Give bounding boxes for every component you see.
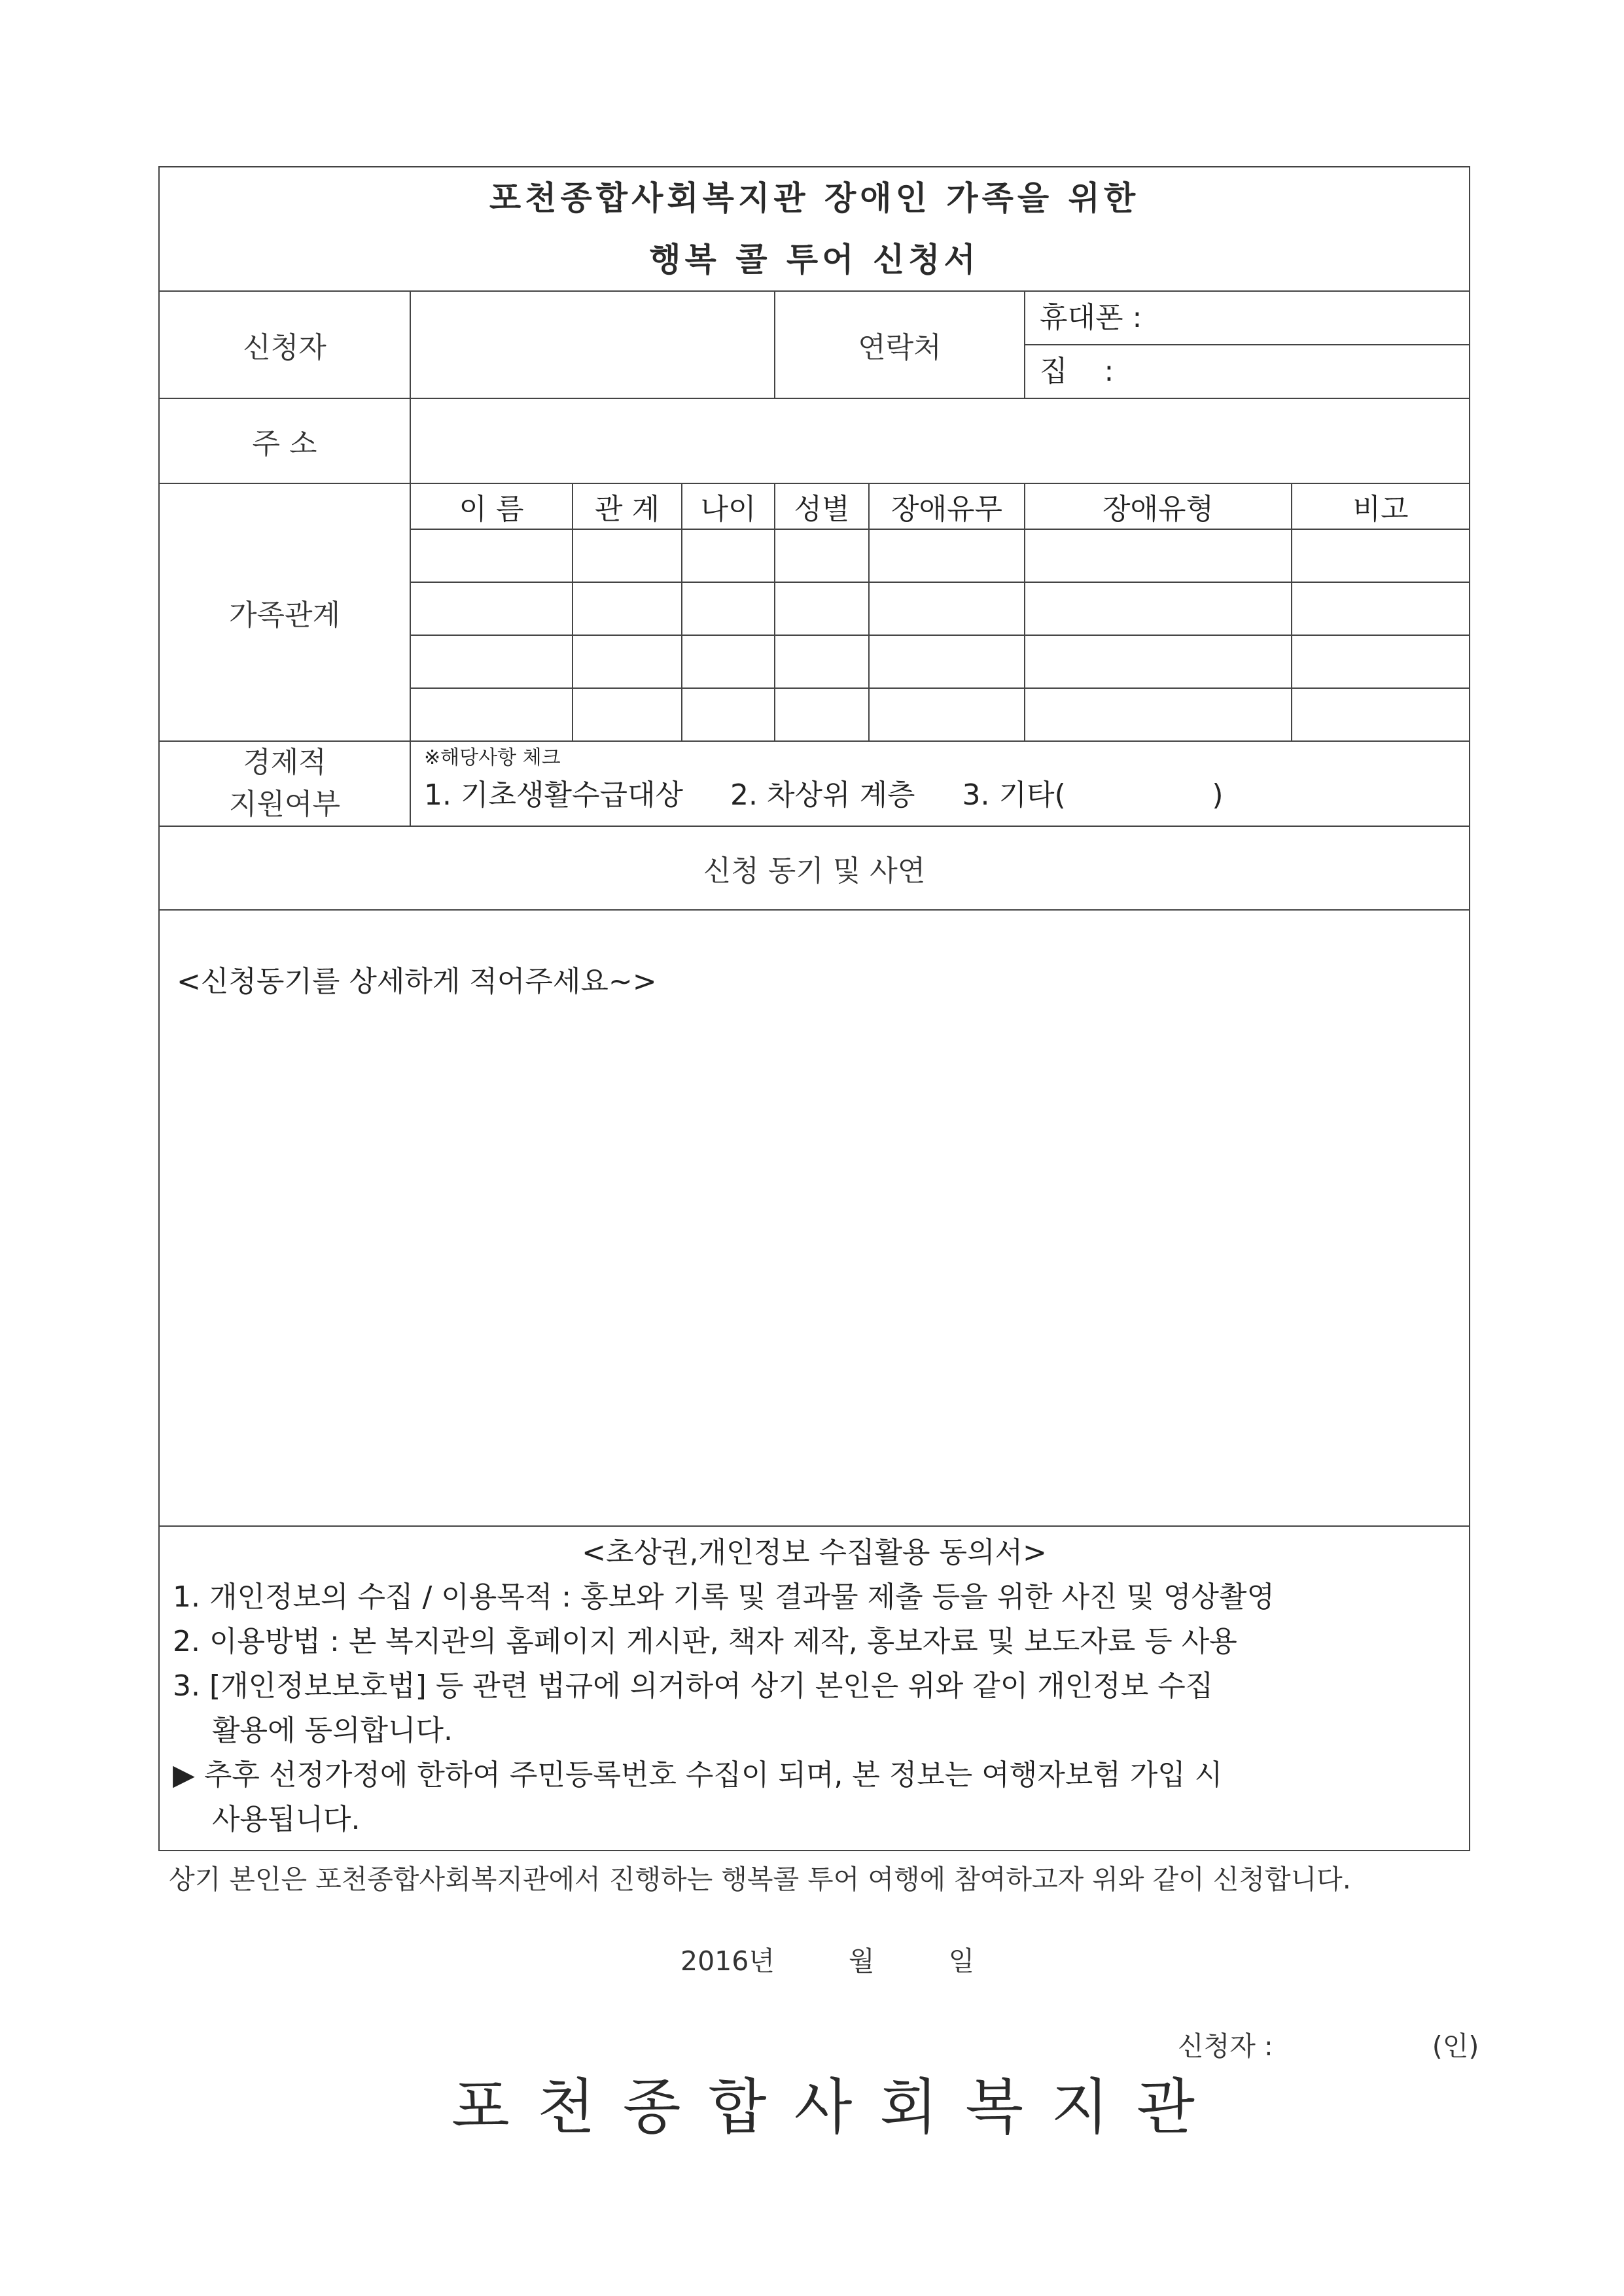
family-cell[interactable] — [775, 688, 869, 741]
organization-name: 포천종합사회복지관 — [451, 2072, 1222, 2142]
consent-note: ▶ 추후 선정가정에 한하여 주민등록번호 수집이 되며, 본 정보는 여행자보험 가입 시 — [173, 1758, 1223, 1792]
family-cell[interactable] — [573, 529, 682, 582]
family-cell[interactable] — [410, 688, 573, 741]
family-cell[interactable] — [869, 582, 1025, 635]
family-cell[interactable] — [1025, 582, 1292, 635]
consent-item-2: 2. 이용방법 : 본 복지관의 홈페이지 게시판, 책자 제작, 홍보자료 및 보도자료 등 사용 — [173, 1625, 1237, 1658]
family-cell[interactable] — [682, 688, 775, 741]
family-cell[interactable] — [573, 582, 682, 635]
col-name: 이 름 — [410, 483, 573, 529]
family-cell[interactable] — [1292, 529, 1470, 582]
consent-section — [159, 1526, 1470, 1851]
economic-options — [410, 741, 1470, 826]
date-month: 월 — [849, 1945, 875, 1977]
family-cell[interactable] — [573, 635, 682, 688]
signature-line — [1178, 2025, 1479, 2063]
family-cell[interactable] — [1025, 529, 1292, 582]
family-cell[interactable] — [410, 582, 573, 635]
consent-item-1: 1. 개인정보의 수집 / 이용목적 : 홍보와 기록 및 결과물 제출 등을 위한 사진 및 영상촬영 — [173, 1580, 1275, 1614]
economic-option-near-poverty[interactable]: 2. 차상위 계층 — [730, 778, 915, 812]
col-disability-type: 장애유형 — [1025, 483, 1292, 529]
family-cell[interactable] — [682, 582, 775, 635]
family-cell[interactable] — [682, 529, 775, 582]
motive-field[interactable] — [159, 910, 1470, 1526]
family-cell[interactable] — [410, 635, 573, 688]
motive-header: 신청 동기 및 사연 — [159, 826, 1470, 910]
family-cell[interactable] — [573, 688, 682, 741]
title-line-1: 포천종합사회복지관 장애인 가족을 위한 — [489, 179, 1140, 217]
form-title — [159, 167, 1470, 291]
col-remarks: 비고 — [1292, 483, 1470, 529]
signature-label: 신청자 : — [1178, 2030, 1273, 2062]
economic-label — [159, 741, 410, 826]
consent-item-3-cont: 활용에 동의합니다. — [212, 1714, 453, 1747]
family-cell[interactable] — [1292, 688, 1470, 741]
contact-field — [1025, 291, 1470, 398]
date-day: 일 — [948, 1945, 975, 1977]
contact-label: 연락처 — [775, 291, 1025, 398]
family-cell[interactable] — [869, 635, 1025, 688]
economic-label-line-1: 경제적 — [243, 746, 327, 779]
family-cell[interactable] — [775, 529, 869, 582]
consent-item-3: 3. [개인정보보호법] 등 관련 법규에 의거하여 상기 본인은 위와 같이 개인정보 수집 — [173, 1669, 1214, 1703]
address-field[interactable] — [410, 398, 1470, 483]
economic-note: ※해당사항 체크 — [424, 746, 561, 769]
consent-title: <초상권,개인정보 수집활용 동의서> — [582, 1536, 1047, 1569]
address-label: 주 소 — [159, 398, 410, 483]
family-cell[interactable] — [775, 582, 869, 635]
signature-seal: (인) — [1432, 2030, 1479, 2062]
mobile-label: 휴대폰 : — [1040, 301, 1142, 334]
date-line — [680, 1939, 974, 1978]
motive-placeholder: <신청동기를 상세하게 적어주세요~> — [177, 965, 657, 998]
mobile-field[interactable] — [1025, 292, 1469, 344]
economic-option-basic[interactable]: 1. 기초생활수급대상 — [424, 778, 683, 812]
home-label: 집 : — [1040, 355, 1114, 388]
family-cell[interactable] — [869, 529, 1025, 582]
family-cell[interactable] — [682, 635, 775, 688]
family-cell[interactable] — [869, 688, 1025, 741]
family-cell[interactable] — [1025, 688, 1292, 741]
family-cell[interactable] — [1025, 635, 1292, 688]
home-phone-field[interactable] — [1025, 344, 1469, 398]
economic-label-line-2: 지원여부 — [228, 788, 340, 821]
applicant-label: 신청자 — [159, 291, 410, 398]
application-form — [158, 166, 1470, 1851]
col-gender: 성별 — [775, 483, 869, 529]
declaration: 상기 본인은 포천종합사회복지관에서 진행하는 행복콜 투어 여행에 참여하고자 위와 같이 신청합니다. — [169, 1864, 1351, 1895]
family-cell[interactable] — [1292, 582, 1470, 635]
family-cell[interactable] — [1292, 635, 1470, 688]
col-age: 나이 — [682, 483, 775, 529]
date-year: 2016년 — [680, 1945, 775, 1977]
title-line-2: 행복 콜 투어 신청서 — [649, 241, 980, 279]
economic-option-other[interactable]: 3. 기타( ) — [962, 778, 1224, 812]
col-disability: 장애유무 — [869, 483, 1025, 529]
family-label: 가족관계 — [159, 483, 410, 741]
family-cell[interactable] — [410, 529, 573, 582]
applicant-field[interactable] — [410, 291, 775, 398]
family-cell[interactable] — [775, 635, 869, 688]
consent-note-cont: 사용됩니다. — [212, 1803, 361, 1836]
col-relation: 관 계 — [573, 483, 682, 529]
